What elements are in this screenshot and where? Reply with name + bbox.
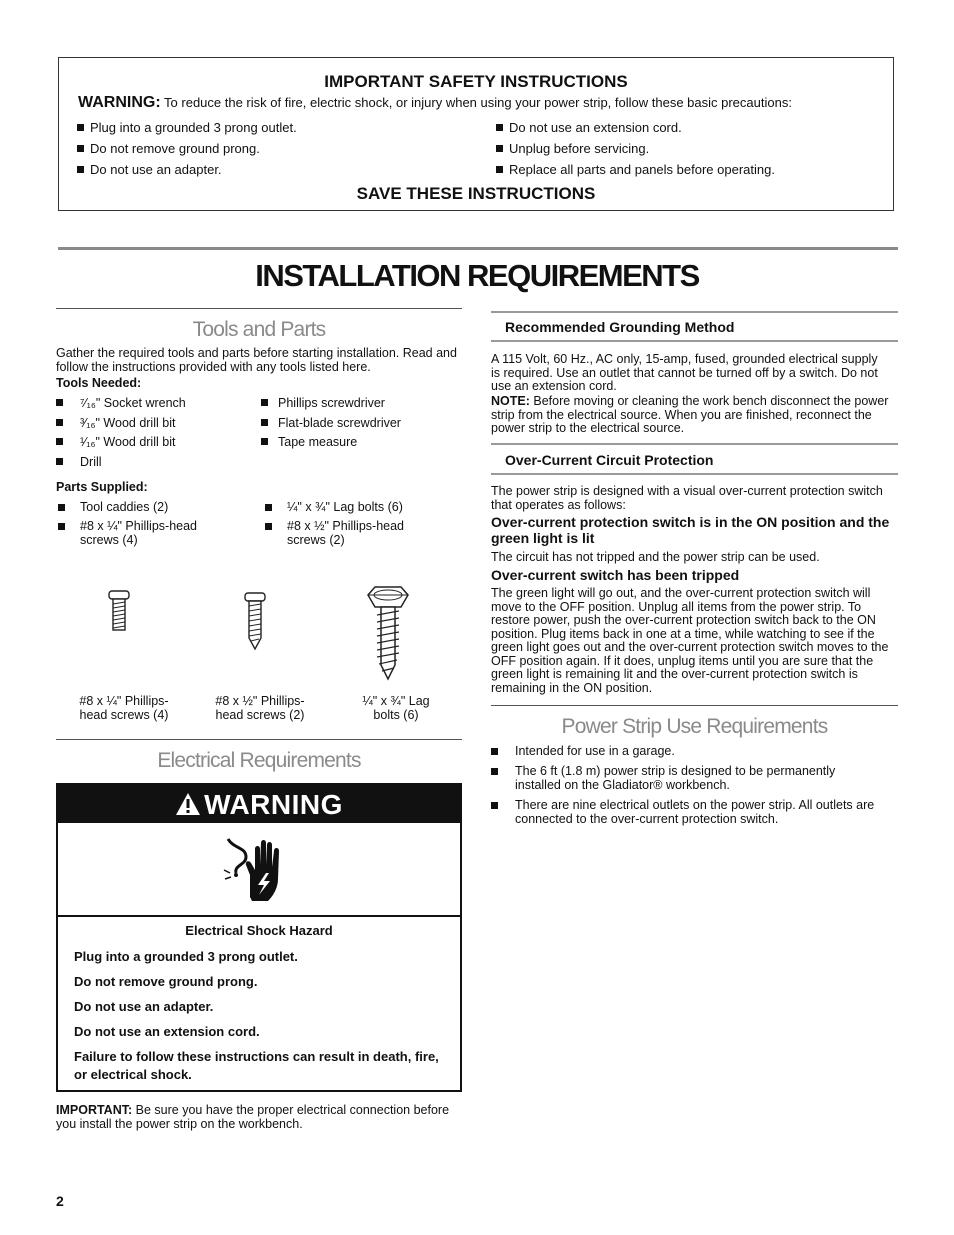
bullet-icon — [56, 419, 63, 426]
list-item: Plug into a grounded 3 prong outlet. — [77, 120, 297, 141]
list-item: Do not use an extension cord. — [496, 120, 775, 141]
section-rule — [56, 308, 462, 309]
page-title: INSTALLATION REQUIREMENTS — [255, 258, 699, 293]
phillips-screw-half-icon — [244, 592, 266, 650]
shock-hazard-area — [58, 823, 460, 917]
list-item: Replace all parts and panels before operating. — [496, 162, 775, 183]
list-item: Flat-blade screwdriver — [261, 416, 461, 436]
hazard-line: Do not use an adapter. — [74, 999, 214, 1014]
power-strip-list — [491, 744, 897, 826]
hazard-line: Do not remove ground prong. — [74, 974, 258, 989]
bullet-icon — [491, 748, 498, 755]
section-rule — [491, 311, 898, 313]
title-rule — [58, 247, 898, 250]
list-item: ¹⁄₁₆" Wood drill bit — [56, 435, 256, 455]
hazard-line: Plug into a grounded 3 prong outlet. — [74, 949, 298, 964]
save-instructions: SAVE THESE INSTRUCTIONS — [356, 184, 596, 203]
bullet-icon — [496, 145, 503, 152]
tools-left-list — [56, 396, 256, 475]
bullet-icon — [56, 399, 63, 406]
parts-right-list — [263, 500, 453, 547]
list-item: The 6 ft (1.8 m) power strip is designed to be permanently installed on the Gladiator® workbench. — [491, 764, 865, 792]
list-item: ⁷⁄₁₆" Socket wrench — [56, 396, 256, 416]
bullet-icon — [77, 145, 84, 152]
list-item: Phillips screwdriver — [261, 396, 461, 416]
bullet-icon — [261, 438, 268, 445]
parts-left-list — [56, 500, 246, 547]
bullet-icon — [56, 438, 63, 445]
caption-quarter-screws: #8 x ¼" Phillips-head screws (4) — [79, 694, 169, 722]
overcurrent-tripped-text: The green light will go out, and the over-current protection switch will move to the OFF position. Unplug all items from the power strip. To restore power, push the over-current protection switch back to the ON position. Plug items back in one at a time, while watching to see if the green light goes out and the over-current protection switch moves to the OFF position again. If it does, unplug items until you are sure that the green light is remaining lit and the over-current protection switch is remaining in the ON position. — [491, 586, 889, 695]
safety-right-list — [496, 120, 775, 183]
safety-title: IMPORTANT SAFETY INSTRUCTIONS — [324, 72, 628, 91]
important-label: IMPORTANT: — [56, 1103, 133, 1117]
list-item: ³⁄₁₆" Wood drill bit — [56, 416, 256, 436]
electrical-heading: Electrical Requirements — [157, 749, 361, 772]
section-rule — [491, 705, 898, 706]
list-item: Tool caddies (2) — [56, 500, 246, 519]
tools-intro: Gather the required tools and parts before starting installation. Read and follow the instructions provided with any tools listed here. — [56, 346, 457, 374]
caption-half-screws: #8 x ½" Phillips-head screws (2) — [215, 694, 305, 722]
bullet-icon — [496, 166, 503, 173]
overcurrent-intro: The power strip is designed with a visual over-current protection switch that operates as follows: — [491, 484, 883, 512]
list-item: Do not use an adapter. — [77, 162, 297, 183]
electric-shock-hand-icon — [222, 835, 292, 905]
bullet-icon — [265, 504, 272, 511]
warning-title: WARNING — [58, 789, 460, 821]
bullet-icon — [491, 768, 498, 775]
bullet-icon — [261, 419, 268, 426]
bullet-icon — [77, 166, 84, 173]
note-label: NOTE: — [491, 394, 530, 408]
safety-left-list — [77, 120, 297, 183]
bullet-icon — [77, 124, 84, 131]
safety-warning-text: To reduce the risk of fire, electric shock, or injury when using your power strip, follow these basic precautions: — [164, 95, 792, 110]
safety-warning-label: WARNING: — [78, 94, 161, 111]
list-item: Intended for use in a garage. — [491, 744, 897, 758]
overcurrent-on-heading: Over-current protection switch is in the ON position and the green light is lit — [491, 514, 890, 546]
hazard-line: Failure to follow these instructions can result in death, fire, or electrical shock. — [74, 1049, 439, 1082]
overcurrent-heading: Over-Current Circuit Protection — [505, 452, 714, 468]
bullet-icon — [58, 523, 65, 530]
section-rule — [491, 443, 898, 445]
power-strip-heading: Power Strip Use Requirements — [561, 715, 828, 738]
grounding-heading: Recommended Grounding Method — [505, 319, 735, 335]
note-text: Before moving or cleaning the work bench disconnect the power strip from the electrical source. When you are finished, reconnect the power strip to the electrical source. — [491, 394, 889, 435]
tools-heading: Tools and Parts — [192, 318, 326, 341]
overcurrent-on-text: The circuit has not tripped and the power strip can be used. — [491, 550, 820, 564]
bullet-icon — [56, 458, 63, 465]
page-number: 2 — [56, 1193, 64, 1209]
parts-supplied-label: Parts Supplied: — [56, 480, 148, 494]
list-item: There are nine electrical outlets on the power strip. All outlets are connected to the over-current protection switch. — [491, 798, 897, 826]
grounding-note — [491, 395, 889, 436]
hazard-title: Electrical Shock Hazard — [185, 923, 333, 938]
section-rule — [491, 473, 898, 475]
section-rule — [56, 739, 462, 740]
lag-bolt-icon — [367, 585, 409, 681]
bullet-icon — [496, 124, 503, 131]
list-item: Unplug before servicing. — [496, 141, 775, 162]
warning-box — [56, 783, 462, 1092]
grounding-text: A 115 Volt, 60 Hz., AC only, 15-amp, fused, grounded electrical supply is required. Use an outlet that cannot be turned off by a switch. Do not use an extension cord. — [491, 352, 878, 393]
phillips-screw-quarter-icon — [108, 590, 130, 632]
list-item: Do not remove ground prong. — [77, 141, 297, 162]
hazard-line: Do not use an extension cord. — [74, 1024, 260, 1039]
bullet-icon — [261, 399, 268, 406]
bullet-icon — [265, 523, 272, 530]
overcurrent-tripped-heading: Over-current switch has been tripped — [491, 567, 740, 583]
bullet-icon — [491, 802, 498, 809]
list-item: Drill — [56, 455, 256, 475]
important-text: Be sure you have the proper electrical connection before you install the power strip on the workbench. — [56, 1103, 450, 1131]
section-rule — [491, 340, 898, 342]
important-note — [56, 1104, 462, 1131]
list-item: #8 x ¼" Phillips-head screws (4) — [56, 519, 220, 547]
tools-right-list — [261, 396, 461, 455]
list-item: ¼" x ¾" Lag bolts (6) — [263, 500, 453, 519]
alert-triangle-icon — [175, 792, 201, 816]
list-item: #8 x ½" Phillips-head screws (2) — [263, 519, 427, 547]
caption-lag-bolts: ¼" x ¾" Lag bolts (6) — [362, 694, 430, 722]
safety-warning-line — [78, 94, 792, 112]
list-item: Tape measure — [261, 435, 461, 455]
safety-instructions-box — [58, 57, 894, 211]
bullet-icon — [58, 504, 65, 511]
tools-needed-label: Tools Needed: — [56, 376, 142, 390]
warning-bar — [58, 785, 460, 823]
